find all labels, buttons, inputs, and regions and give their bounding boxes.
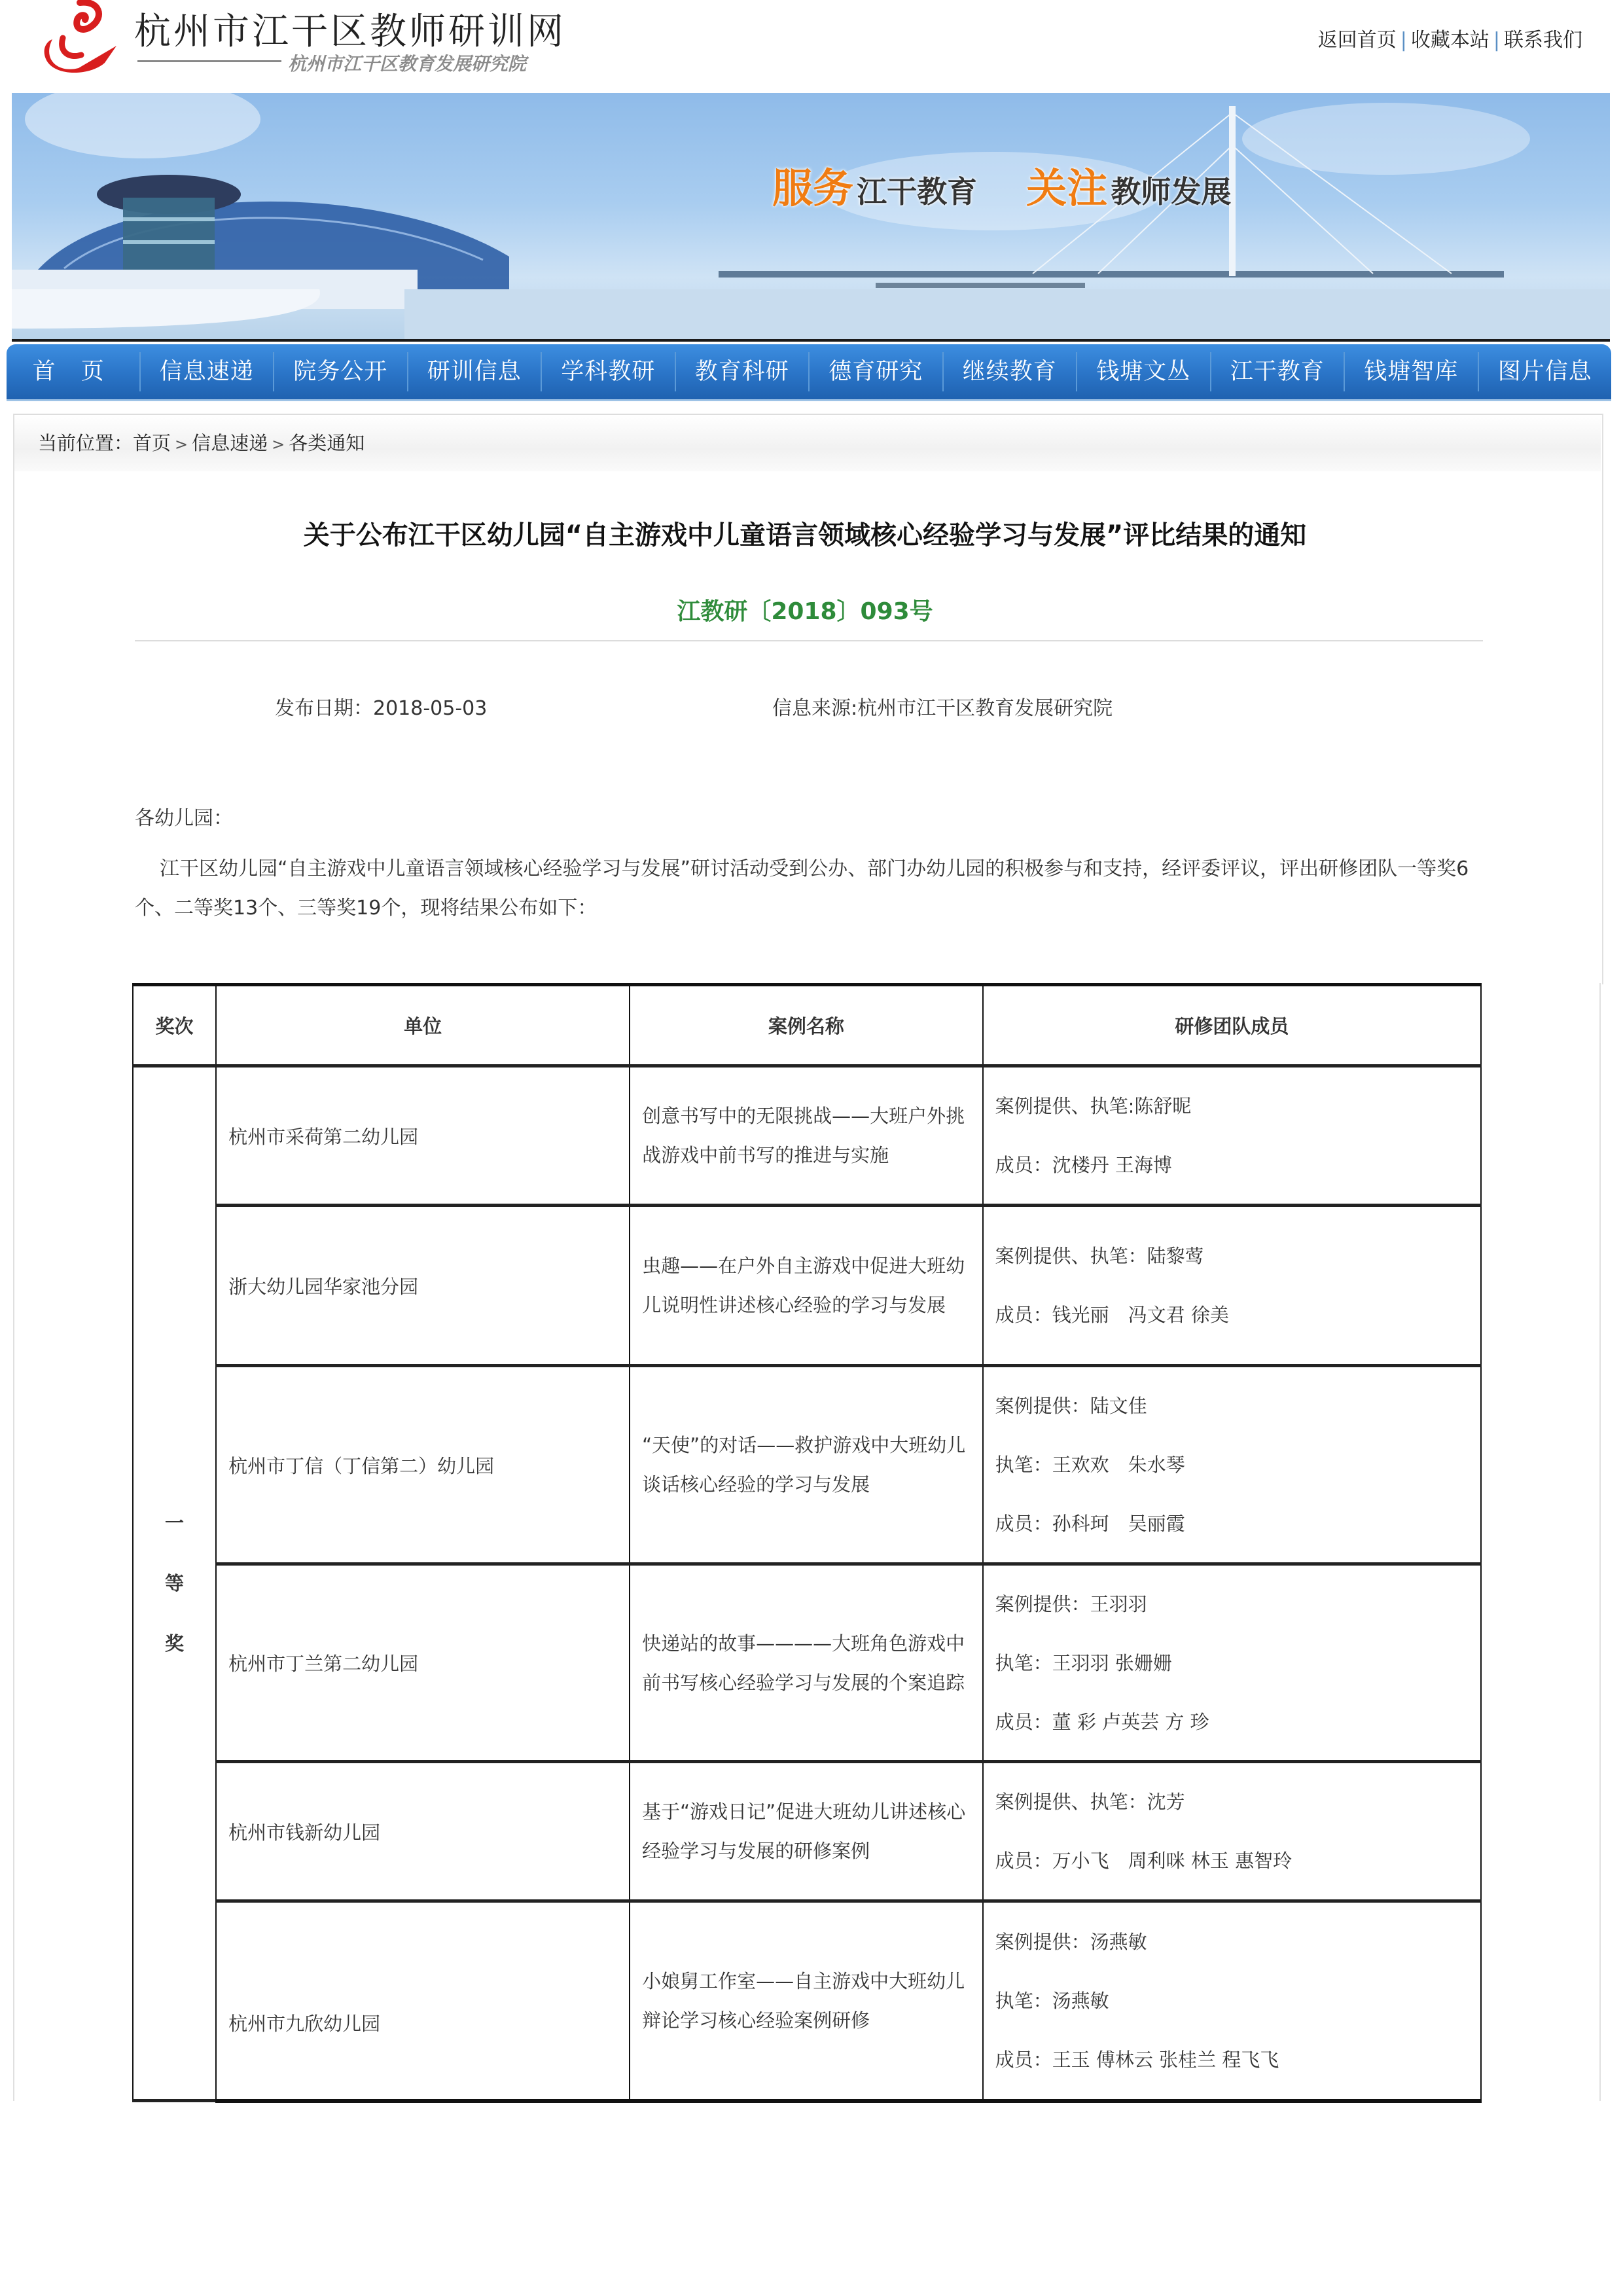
team-line: 成员：钱光丽 冯文君 徐美: [995, 1304, 1229, 1326]
nav-item-qiantang-think-tank[interactable]: 钱塘智库: [1344, 352, 1478, 391]
banner-scenery-image: [12, 93, 1610, 339]
link-separator: |: [1400, 29, 1407, 52]
case-name-cell: 创意书写中的无限挑战——大班户外挑战游戏中前书写的推进与实施: [630, 1066, 982, 1206]
case-name-cell: 虫趣——在户外自主游戏中促进大班幼儿说明性讲述核心经验的学习与发展: [630, 1206, 982, 1366]
content-border-left: [13, 983, 14, 2101]
case-name-cell: 基于“游戏日记”促进大班幼儿讲述核心经验学习与发展的研修案例: [630, 1762, 982, 1901]
table-row: [133, 1762, 1481, 1901]
banner: [12, 93, 1610, 342]
site-title-divider: [137, 60, 281, 62]
header-team-members: 研修团队成员: [983, 985, 1481, 1066]
nav-item-affairs[interactable]: 院务公开: [273, 352, 407, 391]
team-cell: [983, 1901, 1481, 2101]
breadcrumb: [38, 429, 365, 456]
header-unit: 单位: [216, 985, 630, 1066]
header-award: 奖次: [133, 985, 216, 1066]
slogan-1-emphasis: 服务: [772, 164, 854, 212]
team-line: 案例提供、执笔:陈舒昵: [995, 1095, 1192, 1117]
site-subtitle: 杭州市江干区教育发展研究院: [288, 53, 527, 75]
site-logo-icon[interactable]: [39, 0, 131, 75]
unit-cell: 杭州市采荷第二幼儿园: [216, 1066, 630, 1206]
award-char: 一: [165, 1512, 185, 1534]
unit-cell: 杭州市丁兰第二幼儿园: [216, 1564, 630, 1762]
home-link[interactable]: 返回首页: [1317, 29, 1397, 52]
award-results-table: [132, 983, 1482, 2103]
case-name-cell: 快递站的故事————大班角色游戏中前书写核心经验学习与发展的个案追踪: [630, 1564, 982, 1762]
info-source: 信息来源:杭州市江干区教育发展研究院: [772, 697, 1113, 720]
nav-item-moral-research[interactable]: 德育研究: [808, 352, 942, 391]
team-line: 成员：万小飞 周利咪 林玉 惠智玲: [995, 1850, 1293, 1872]
article-title: 关于公布江干区幼儿园“自主游戏中儿童语言领域核心经验学习与发展”评比结果的通知: [303, 520, 1307, 550]
team-cell: [983, 1066, 1481, 1206]
unit-cell: 杭州市丁信（丁信第二）幼儿园: [216, 1366, 630, 1564]
header-case-name: 案例名称: [630, 985, 982, 1066]
nav-item-photos[interactable]: 图片信息: [1478, 352, 1612, 391]
breadcrumb-notices[interactable]: 各类通知: [289, 432, 365, 454]
award-level-cell: [133, 1066, 216, 2101]
team-line: 成员：王玉 傅林云 张桂兰 程飞飞: [995, 2048, 1279, 2071]
table-row: [133, 1564, 1481, 1762]
document-number: 江教研〔2018〕093号: [677, 598, 933, 625]
breadcrumb-label: 当前位置：: [38, 432, 134, 454]
breadcrumb-separator: >: [175, 435, 188, 454]
table-row: [133, 1066, 1481, 1206]
nav-item-jianggan-edu[interactable]: 江干教育: [1210, 352, 1344, 391]
table-row: [133, 1901, 1481, 2101]
table-header-row: [133, 985, 1481, 1066]
breadcrumb-home[interactable]: 首页: [133, 432, 171, 454]
table-row: [133, 1206, 1481, 1366]
publish-date: 发布日期：2018-05-03: [275, 697, 488, 720]
award-char: 奖: [165, 1632, 185, 1655]
top-links: [1318, 24, 1582, 52]
nav-item-news[interactable]: 信息速递: [139, 352, 274, 391]
table-row: [133, 1366, 1481, 1564]
slogan-1-text: 江干教育: [857, 174, 978, 209]
breadcrumb-news[interactable]: 信息速递: [192, 432, 268, 454]
team-cell: [983, 1762, 1481, 1901]
bookmark-link[interactable]: 收藏本站: [1410, 29, 1489, 52]
team-line: 案例提供：王羽羽: [995, 1592, 1147, 1615]
nav-item-home[interactable]: 首 页: [32, 359, 113, 385]
case-name-cell: “天使”的对话——救护游戏中大班幼儿谈话核心经验的学习与发展: [630, 1366, 982, 1564]
team-line: 成员：沈楼丹 王海博: [995, 1154, 1172, 1176]
main-nav: [7, 344, 1611, 401]
team-line: 案例提供、执笔：陆黎莺: [995, 1245, 1204, 1267]
nav-item-subject-research[interactable]: 学科教研: [541, 352, 675, 391]
team-line: 执笔：汤燕敏: [995, 1989, 1109, 2012]
contact-link[interactable]: 联系我们: [1504, 29, 1582, 52]
nav-item-continuing-edu[interactable]: 继续教育: [942, 352, 1077, 391]
link-separator: |: [1493, 29, 1500, 52]
team-cell: [983, 1206, 1481, 1366]
team-line: 执笔：王羽羽 张姗姗: [995, 1651, 1172, 1674]
team-line: 案例提供：汤燕敏: [995, 1930, 1147, 1953]
unit-cell: 杭州市九欣幼儿园: [216, 1901, 630, 2101]
team-line: 成员：董 彩 卢英芸 方 珍: [995, 1710, 1209, 1733]
nav-item-edu-research[interactable]: 教育科研: [675, 352, 809, 391]
unit-cell: 杭州市钱新幼儿园: [216, 1762, 630, 1901]
slogan-2-text: 教师发展: [1111, 174, 1232, 209]
team-line: 案例提供：陆文佳: [995, 1395, 1147, 1417]
team-line: 执笔：王欢欢 朱水琴: [995, 1454, 1185, 1476]
content-border-right: [1599, 983, 1601, 2101]
award-char: 等: [165, 1572, 185, 1594]
team-cell: [983, 1564, 1481, 1762]
team-cell: [983, 1366, 1481, 1564]
slogan-2-emphasis: 关注: [1026, 164, 1108, 212]
case-name-cell: 小娘舅工作室——自主游戏中大班幼儿辩论学习核心经验案例研修: [630, 1901, 982, 2101]
site-title: 杭州市江干区教师研训网: [134, 10, 566, 53]
greeting: 各幼儿园：: [135, 807, 233, 830]
intro-paragraph: 江干区幼儿园“自主游戏中儿童语言领域核心经验学习与发展”研讨活动受到公办、部门办幼儿园的积极参与和支持，经评委评议，评出研修团队一等奖6个、二等奖13个、三等奖19个，现将结果公布如下：: [135, 857, 1469, 920]
title-divider: [135, 640, 1483, 641]
team-line: 成员：孙科珂 吴丽霞: [995, 1513, 1185, 1535]
unit-cell: 浙大幼儿园华家池分园: [216, 1206, 630, 1366]
banner-slogan: [772, 156, 1231, 214]
team-line: 案例提供、执笔：沈芳: [995, 1791, 1185, 1813]
breadcrumb-separator: >: [272, 435, 285, 454]
nav-item-training[interactable]: 研训信息: [407, 352, 541, 391]
nav-item-qiantang-series[interactable]: 钱塘文丛: [1076, 352, 1210, 391]
